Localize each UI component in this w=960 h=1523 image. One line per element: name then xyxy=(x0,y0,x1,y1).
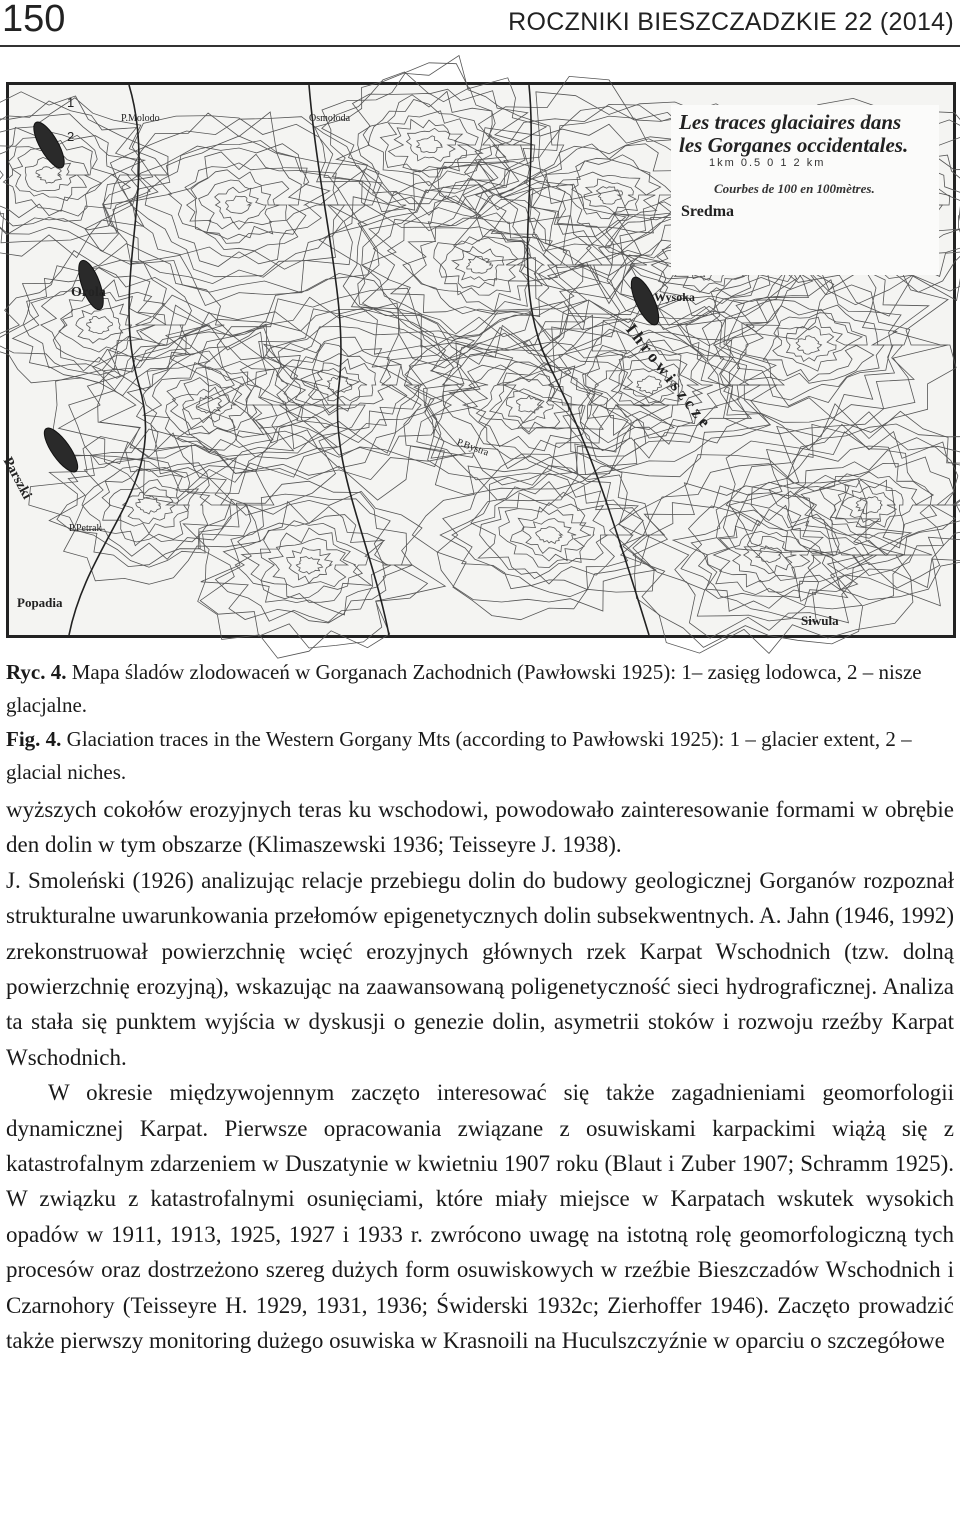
contour-line xyxy=(199,180,280,229)
contour-line xyxy=(143,351,287,453)
contour-line xyxy=(315,63,547,231)
contour-line xyxy=(76,308,123,343)
journal-title: ROCZNIKI BIESZCZADZKIE 22 (2014) xyxy=(508,8,954,36)
contour-line xyxy=(801,463,936,548)
contour-line xyxy=(572,172,646,219)
map-label-wysoka: Wysoka xyxy=(654,290,695,304)
map-key-1: 1 xyxy=(67,95,75,110)
glaciation-map xyxy=(0,82,956,638)
contour-line xyxy=(49,433,251,567)
contour-line xyxy=(73,459,231,559)
contour-line xyxy=(201,494,413,623)
map-legend-title xyxy=(679,111,908,157)
contour-line xyxy=(215,187,267,222)
body-paragraph-2: J. Smoleński (1926) analizując relacje przebiegu dolin do budowy geologicznej Gorganów rozpoznał strukturalne uwarunkowania przełomów epigenetycznych dolin subsekwentnych. A. Jahn (1946, 1992) zrekonstruował powierzchnię wcięć erozyjnych głównych rzek Karpat Wschodnich (tzw. dolną powierzchnię erozyjną), wskazując na zaawansowaną poligenetyczność sieci hydrograficznej. Analiza ta stała się punktem wyjścia w dyskusji o genezie dolin, asymetrii stoków i rozwoju rzeźby Karpat Wschodnich. xyxy=(6,867,954,1070)
contour-line xyxy=(196,396,221,413)
contour-line xyxy=(536,527,563,544)
legend-title-line2: les Gorganes occidentales. xyxy=(679,133,909,157)
map-label-popadia: Popadia xyxy=(17,595,63,610)
contour-line xyxy=(707,509,834,597)
contour-line xyxy=(166,367,257,435)
contour-line xyxy=(786,326,836,361)
contour-line xyxy=(53,292,155,363)
contour-line xyxy=(596,187,622,205)
contour-line xyxy=(414,227,544,311)
map-label-ihrowiszcze: Ihrowiszcze xyxy=(622,320,717,434)
map-label-p-molod: P.Molodo xyxy=(121,113,160,124)
contour-line xyxy=(36,167,62,184)
legend-contours: Courbes de 100 en 100mètres. xyxy=(714,181,875,196)
contour-line xyxy=(452,473,647,589)
contour-line xyxy=(260,528,362,599)
contour-line xyxy=(510,507,591,561)
contour-line xyxy=(516,396,542,414)
contour-line xyxy=(362,184,587,336)
contour-line xyxy=(506,389,553,423)
contour-line xyxy=(417,136,443,153)
contour-line xyxy=(440,238,518,288)
contour-line xyxy=(187,170,289,239)
contour-line xyxy=(127,347,297,457)
article-body xyxy=(6,792,954,1359)
map-label-sredma: Sredma xyxy=(681,203,735,220)
figure-caption-en xyxy=(6,723,954,789)
caption-en-prefix: Fig. 4. xyxy=(6,727,62,751)
caption-en-text: Glaciation traces in the Western Gorgany Mts (according to Pawłowski 1925): 1 – glacier extent, 2 – glacial niches. xyxy=(6,727,912,784)
contour-line xyxy=(633,475,905,638)
caption-pl-prefix: Ryc. 4. xyxy=(6,660,67,684)
map-label-osmoloda: Osmoloda xyxy=(309,113,351,124)
caption-pl-text: Mapa śladów zlodowaceń w Gorganach Zachodnich (Pawłowski 1925): 1– zasięg lodowca, 2 – nisze glacjalne. xyxy=(6,660,922,717)
contour-line xyxy=(773,317,848,371)
contour-line xyxy=(216,502,392,623)
figure-caption-pl xyxy=(6,656,954,722)
contour-line xyxy=(796,336,822,354)
contour-line xyxy=(296,557,322,575)
body-paragraph-1: wyższych cokołów erozyjnych teras ku wschodowi, powodowało zainteresowanie formami w obrębie den dolin w tym obszarze (Klimaszewski 1936; Teisseyre J. 1938). xyxy=(6,797,954,858)
contour-line xyxy=(471,482,632,584)
legend-title-line1: Les traces glaciaires dans xyxy=(679,110,902,134)
contour-line xyxy=(437,454,656,611)
contour-line xyxy=(389,119,470,172)
contour-line xyxy=(232,315,422,453)
contour-line xyxy=(463,364,595,451)
glacier-mark xyxy=(39,424,84,477)
contour-line xyxy=(183,481,445,658)
page-header xyxy=(0,0,960,46)
body-paragraph-3: W okresie międzywojennym zaczęto interesować się także zagadnieniami geomorfologii dynamicznej Karpat. Pierwsze opracowania związane z osuwiskami karpackimi wiążą się z katastrofalnym zdarzeniem w Duszatynie w kwietniu 1907 roku (Blaut i Zuber 1907; Schramm 1925). W związku z katastrofalnymi osunięciami, które miały miejsce w Karpatach wskutek wysokich opadów w 1911, 1913, 1925, 1927 i 1933 r. zwrócono uwagę na istotną rolę geomorfologiczną tych procesów oraz dostrzeżono szereg dużych form osuwiskowych w rzeźbie Bieszczadów Wschodnich i Czarnohory (Teisseyre H. 1929, 1931, 1936; Świderski 1932c; Zierhoffer 1946). Zaczęto prowadzić także pierwszy monitoring dużego osuwiska w Krasnoili na Huculszczyźnie w oparciu o szczegółowe xyxy=(6,1080,954,1354)
legend-scale: 1km 0.5 0 1 2 km xyxy=(709,157,826,169)
contour-line xyxy=(226,196,252,213)
contour-line xyxy=(730,412,960,600)
contour-line xyxy=(584,179,636,214)
header-rule xyxy=(0,45,960,47)
river-line xyxy=(527,85,649,635)
contour-line xyxy=(171,378,247,434)
contour-line xyxy=(842,486,896,522)
map-label-p-petrak: P.Petrak xyxy=(69,523,102,534)
contour-line xyxy=(452,247,504,281)
contour-line xyxy=(467,256,493,273)
contour-line xyxy=(681,493,873,622)
map-label-orola: Orola xyxy=(71,285,106,300)
page-number: 150 xyxy=(2,0,66,40)
map-label-p-bystra: P.Bystra xyxy=(455,437,491,459)
contour-line xyxy=(240,308,463,456)
map-key-2: 2 xyxy=(67,129,75,144)
map-label-parszki: Parszki xyxy=(0,455,35,502)
contour-line xyxy=(287,548,333,584)
contour-line xyxy=(87,316,113,333)
map-label-siwula: Siwula xyxy=(801,613,839,628)
